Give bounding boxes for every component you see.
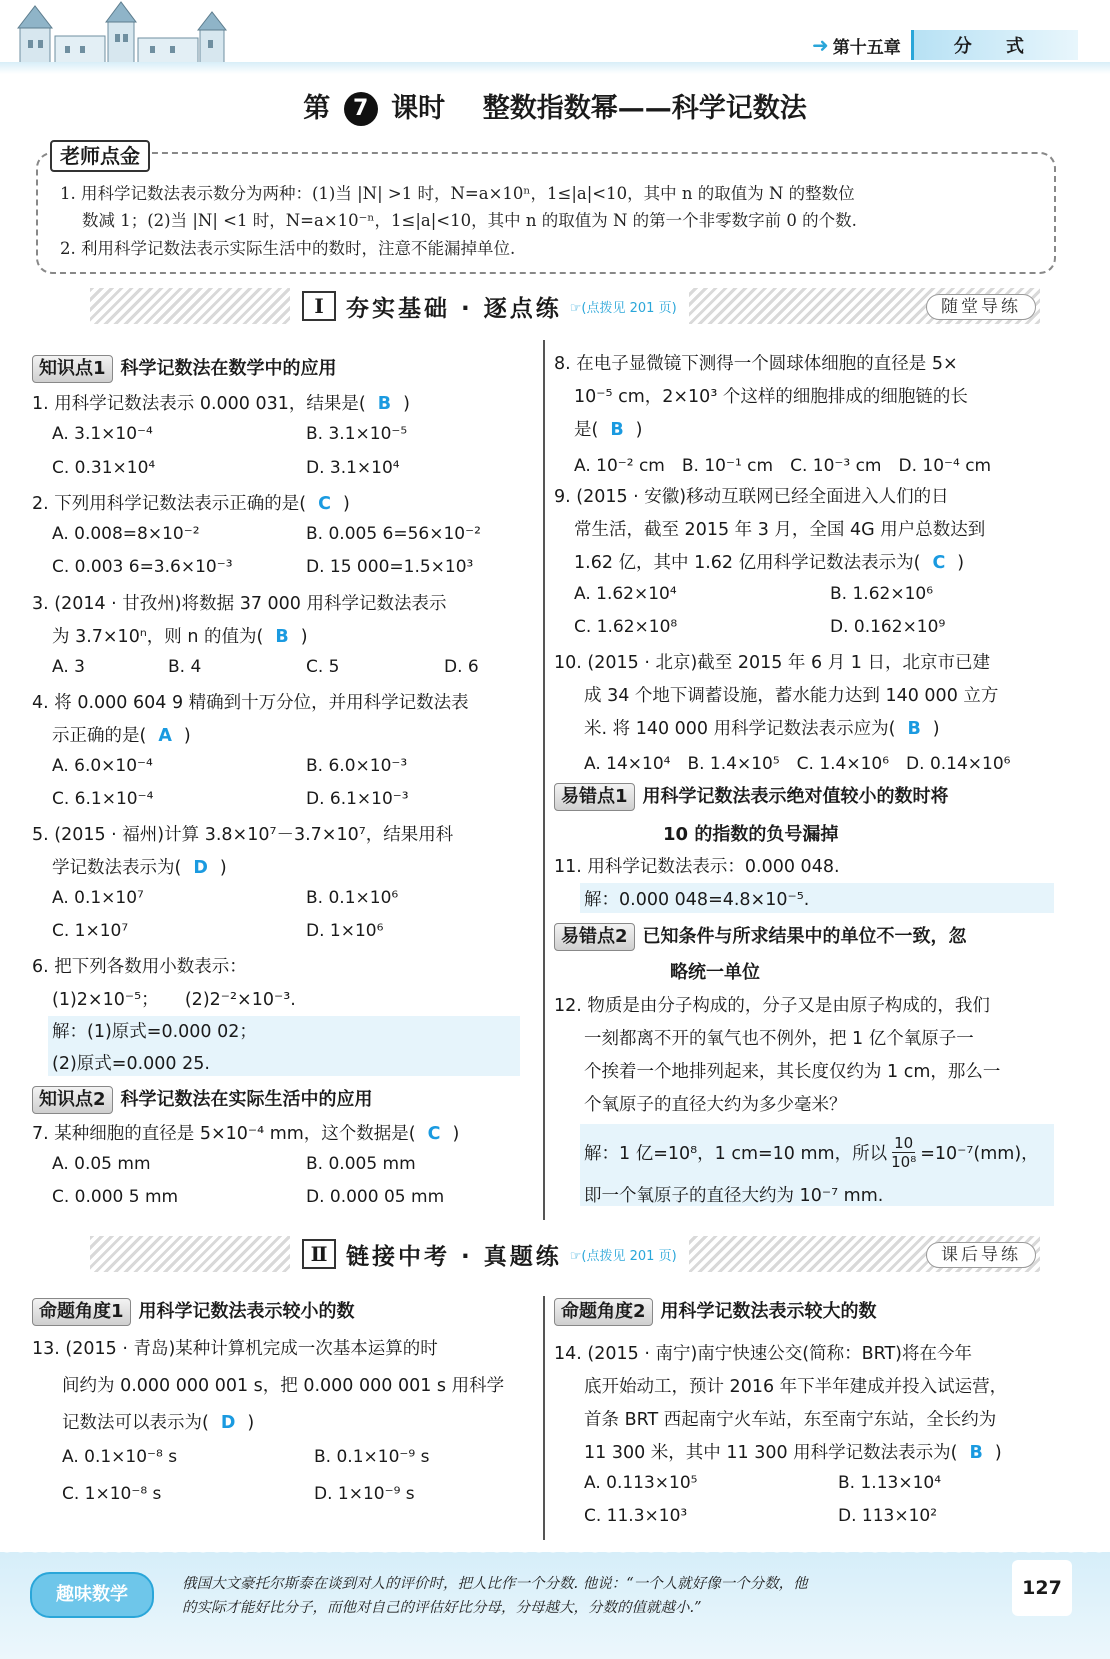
column-divider-2: [543, 1296, 545, 1540]
err2-title-1: 已知条件与所求结果中的单位不一致，忽: [642, 926, 967, 947]
kp1-header: [32, 354, 337, 383]
column-divider-1: [543, 340, 545, 1220]
q13-stem-2: 间约为 0.000 000 001 s，把 0.000 000 001 s 用科学: [62, 1376, 505, 1396]
arrow-right-icon: ➜: [812, 33, 829, 57]
q11-stem: 11. 用科学记数法表示：0.000 048.: [554, 857, 840, 877]
section-2-ref: ☞(点拨见 201 页): [569, 1248, 677, 1264]
q12-solution-a: 解：1 亿=10⁸，1 cm=10 mm，所以: [584, 1144, 888, 1164]
q8-stem-3-text: 是(: [574, 420, 599, 440]
q4-stem-2-text: 示正确的是(: [52, 726, 147, 746]
q13-stem-1: 13. (2015 · 青岛)某种计算机完成一次基本运算的时: [32, 1339, 438, 1359]
kp2-title: 科学记数法在实际生活中的应用: [120, 1089, 373, 1110]
q2-answer: C: [318, 494, 331, 514]
q7-option-c: C. 0.000 5 mm: [52, 1187, 179, 1207]
q5-stem-2: [52, 854, 227, 879]
q5-option-a: A. 0.1×10⁷: [52, 888, 144, 908]
q14-stem-1: 14. (2015 · 南宁)南宁快速公交(简称：BRT)将在今年: [554, 1344, 973, 1364]
q13-answer: D: [220, 1413, 236, 1433]
q1-answer: B: [377, 394, 392, 414]
lesson-title: [0, 86, 1110, 126]
q12-solution-1: [584, 1134, 1039, 1171]
q14-option-b: B. 1.13×10⁴: [838, 1473, 942, 1493]
q4-option-c: C. 6.1×10⁻⁴: [52, 789, 154, 809]
q2-option-d: D. 15 000=1.5×10³: [306, 557, 474, 577]
q14-option-d: D. 113×10²: [838, 1506, 938, 1526]
q7-option-d: D. 0.000 05 mm: [306, 1187, 445, 1207]
angle2-tag: 命题角度2: [554, 1298, 653, 1326]
footer-logo: 趣味数学: [30, 1572, 154, 1618]
q2-close: ): [342, 494, 350, 514]
q1-stem: [32, 390, 410, 415]
q5-option-c: C. 1×10⁷: [52, 921, 129, 941]
q4-answer: A: [158, 726, 172, 746]
q1-stem-text: 1. 用科学记数法表示 0.000 031，结果是(: [32, 394, 366, 414]
q5-stem-2-text: 学记数法表示为(: [52, 858, 182, 878]
q10-stem-3: [584, 715, 940, 740]
q1-option-d: D. 3.1×10⁴: [306, 458, 400, 478]
q12-stem-3: 个挨着一个地排列起来，其长度仅约为 1 cm，那么一: [584, 1062, 1001, 1082]
err1-tag: 易错点1: [554, 783, 635, 811]
q2-option-c: C. 0.003 6=3.6×10⁻³: [52, 557, 233, 577]
q4-option-a: A. 6.0×10⁻⁴: [52, 756, 153, 776]
q9-stem-1: 9. (2015 · 安徽)移动互联网已经全面进入人们的日: [554, 487, 949, 507]
footer-quote-line-2: 的实际才能好比分子，而他对自己的评估好比分母，分母越大，分数的值就越小.”: [182, 1600, 702, 1616]
err1-title-1: 用科学记数法表示绝对值较小的数时将: [642, 786, 949, 807]
q8-stem-3: [574, 416, 643, 441]
q10-stem-3-text: 米. 将 140 000 用科学记数法表示应为(: [584, 719, 896, 739]
q8-options: A. 10⁻² cm B. 10⁻¹ cm C. 10⁻³ cm D. 10⁻⁴ cm: [574, 456, 992, 476]
q3-option-d: D. 6: [444, 657, 479, 677]
q14-option-c: C. 11.3×10³: [584, 1506, 688, 1526]
q7-option-a: A. 0.05 mm: [52, 1154, 151, 1174]
q9-stem-3-text: 1.62 亿，其中 1.62 亿用科学记数法表示为(: [574, 553, 921, 573]
q3-option-a: A. 3: [52, 657, 85, 677]
lesson-number: 7: [344, 92, 378, 126]
q6-solution-1: 解：(1)原式=0.000 02；: [52, 1022, 257, 1042]
q1-option-a: A. 3.1×10⁻⁴: [52, 424, 153, 444]
teacher-tip-label: 老师点金: [50, 140, 150, 172]
q14-stem-4: [584, 1439, 1002, 1464]
q9-close: ): [957, 553, 965, 573]
q6-stem: 6. 把下列各数用小数表示：: [32, 957, 247, 977]
q4-option-d: D. 6.1×10⁻³: [306, 789, 409, 809]
section-1-title: 夯实基础 · 逐点练: [346, 295, 562, 322]
kp1-tag: 知识点1: [32, 355, 113, 383]
q14-answer: B: [969, 1443, 983, 1463]
section-1-header: [290, 288, 689, 324]
section-2-roman: Ⅱ: [302, 1239, 336, 1269]
q7-answer: C: [427, 1124, 441, 1144]
section-1-tag: 随堂导练: [926, 294, 1036, 320]
q5-close: ): [219, 858, 227, 878]
q14-stem-4-text: 11 300 米，其中 11 300 用科学记数法表示为(: [584, 1443, 958, 1463]
q6-parts: (1)2×10⁻⁵； (2)2⁻²×10⁻³.: [52, 990, 296, 1010]
err2-tag: 易错点2: [554, 923, 635, 951]
err1-header: [554, 782, 949, 811]
kp1-title: 科学记数法在数学中的应用: [120, 358, 337, 379]
q5-option-b: B. 0.1×10⁶: [306, 888, 399, 908]
q4-stem-2: [52, 722, 191, 747]
angle2-header: [554, 1297, 877, 1326]
q7-stem-text: 7. 某种细胞的直径是 5×10⁻⁴ mm，这个数据是(: [32, 1124, 416, 1144]
err2-title-2: 略统一单位: [670, 962, 760, 983]
q3-stem-2: [52, 623, 308, 648]
kp2-tag: 知识点2: [32, 1086, 113, 1114]
q1-option-c: C. 0.31×10⁴: [52, 458, 156, 478]
section-1-roman: Ⅰ: [302, 291, 336, 321]
q9-option-a: A. 1.62×10⁴: [574, 584, 677, 604]
q14-stem-3: 首条 BRT 西起南宁火车站，东至南宁东站，全长约为: [584, 1410, 997, 1430]
q11-solution: 解：0.000 048=4.8×10⁻⁵.: [584, 890, 810, 910]
footer-wave: [0, 1546, 1110, 1560]
q12-fraction-denominator: 10⁸: [891, 1153, 917, 1171]
tip-line-1: 1. 用科学记数法表示数分为两种：(1)当 |N| >1 时，N=a×10ⁿ，1≤|a|<10，其中 n 的取值为 N 的整数位: [60, 184, 855, 203]
q8-stem-1: 8. 在电子显微镜下测得一个圆球体细胞的直径是 5×: [554, 354, 958, 374]
q12-solution-2: 即一个氧原子的直径大约为 10⁻⁷ mm.: [584, 1186, 884, 1206]
q2-option-b: B. 0.005 6=56×10⁻²: [306, 524, 481, 544]
q9-stem-3: [574, 549, 964, 574]
q10-answer: B: [907, 719, 921, 739]
section-2-header: [290, 1236, 689, 1272]
chapter-label: 第十五章: [832, 37, 901, 58]
q2-stem: [32, 490, 350, 515]
section-1-ref: ☞(点拨见 201 页): [569, 300, 677, 316]
q13-option-d: D. 1×10⁻⁹ s: [314, 1484, 415, 1504]
q5-option-d: D. 1×10⁶: [306, 921, 384, 941]
q4-option-b: B. 6.0×10⁻³: [306, 756, 408, 776]
q2-option-a: A. 0.008=8×10⁻²: [52, 524, 200, 544]
header-band: [0, 62, 1110, 74]
q3-answer: B: [275, 627, 289, 647]
q7-option-b: B. 0.005 mm: [306, 1154, 416, 1174]
q6-solution-2: (2)原式=0.000 25.: [52, 1054, 210, 1074]
q3-close: ): [300, 627, 308, 647]
q12-stem-1: 12. 物质是由分子构成的，分子又是由原子构成的，我们: [554, 996, 990, 1016]
q13-close: ): [247, 1413, 255, 1433]
q1-close: ): [403, 394, 410, 414]
q13-option-a: A. 0.1×10⁻⁸ s: [62, 1447, 178, 1467]
tip-line-2: 数减 1；(2)当 |N| <1 时，N=a×10⁻ⁿ，1≤|a|<10，其中 n 的取值为 N 的第一个非零数字前 0 的个数.: [82, 211, 857, 230]
q14-stem-2: 底开始动工，预计 2016 年下半年建成并投入试运营，: [584, 1377, 1008, 1397]
section-2-title: 链接中考 · 真题练: [346, 1243, 562, 1270]
chapter-topic: 分 式: [911, 30, 1078, 60]
q9-stem-2: 常生活，截至 2015 年 3 月，全国 4G 用户总数达到: [574, 520, 986, 540]
q12-stem-2: 一刻都离不开的氧气也不例外，把 1 亿个氧原子一: [584, 1029, 974, 1049]
page-number: 127: [1012, 1560, 1072, 1616]
err2-header: [554, 922, 967, 951]
q9-option-d: D. 0.162×10⁹: [830, 617, 946, 637]
q9-answer: C: [932, 553, 946, 573]
q3-option-c: C. 5: [306, 657, 340, 677]
q12-stem-4: 个氧原子的直径大约为多少毫米？: [584, 1095, 847, 1115]
q4-close: ): [183, 726, 191, 746]
q9-option-c: C. 1.62×10⁸: [574, 617, 678, 637]
q5-stem-1: 5. (2015 · 福州)计算 3.8×10⁷－3.7×10⁷，结果用科: [32, 825, 454, 845]
q7-stem: [32, 1120, 459, 1145]
q3-option-b: B. 4: [168, 657, 202, 677]
angle2-title: 用科学记数法表示较大的数: [660, 1301, 877, 1322]
lesson-prefix: 第: [303, 93, 331, 124]
section-2-tag: 课后导练: [926, 1242, 1036, 1268]
q3-stem-1: 3. (2014 · 甘孜州)将数据 37 000 用科学记数法表示: [32, 594, 447, 614]
q13-stem-3: [62, 1409, 254, 1434]
chapter-tab: [812, 30, 1078, 60]
q8-answer: B: [610, 420, 624, 440]
q13-option-c: C. 1×10⁻⁸ s: [62, 1484, 162, 1504]
q10-stem-1: 10. (2015 · 北京)截至 2015 年 6 月 1 日，北京市已建: [554, 653, 990, 673]
q10-options: A. 14×10⁴ B. 1.4×10⁵ C. 1.4×10⁶ D. 0.14×10⁶: [584, 754, 1011, 774]
footer-quote: [182, 1572, 982, 1620]
q10-stem-2: 成 34 个地下调蓄设施，蓄水能力达到 140 000 立方: [584, 686, 999, 706]
q8-close: ): [635, 420, 643, 440]
q3-stem-2-text: 为 3.7×10ⁿ，则 n 的值为(: [52, 627, 264, 647]
q1-option-b: B. 3.1×10⁻⁵: [306, 424, 408, 444]
q10-close: ): [932, 719, 940, 739]
q5-answer: D: [193, 858, 208, 878]
q4-stem-1: 4. 将 0.000 604 9 精确到十万分位，并用科学记数法表: [32, 693, 469, 713]
q13-option-b: B. 0.1×10⁻⁹ s: [314, 1447, 430, 1467]
q14-close: ): [994, 1443, 1002, 1463]
lesson-suffix: 课时: [391, 93, 446, 124]
q12-solution-b: =10⁻⁷(mm)，: [920, 1144, 1039, 1164]
angle1-title: 用科学记数法表示较小的数: [138, 1301, 355, 1322]
err1-title-2: 10 的指数的负号漏掉: [663, 824, 839, 845]
angle1-header: [32, 1297, 355, 1326]
q8-stem-2: 10⁻⁵ cm，2×10³ 个这样的细胞排成的细胞链的长: [574, 387, 968, 407]
footer-quote-line-1: 俄国大文豪托尔斯泰在谈到对人的评价时，把人比作一个分数. 他说：“一个人就好像一个分数，他: [182, 1576, 808, 1592]
q7-close: ): [452, 1124, 460, 1144]
lesson-topic: 整数指数幂——科学记数法: [482, 93, 807, 124]
tip-line-3: 2. 利用科学记数法表示实际生活中的数时，注意不能漏掉单位.: [60, 239, 516, 258]
q9-option-b: B. 1.62×10⁶: [830, 584, 934, 604]
q13-stem-3-text: 记数法可以表示为(: [62, 1413, 209, 1433]
q2-stem-text: 2. 下列用科学记数法表示正确的是(: [32, 494, 307, 514]
q12-fraction: [891, 1134, 916, 1171]
angle1-tag: 命题角度1: [32, 1298, 131, 1326]
q14-option-a: A. 0.113×10⁵: [584, 1473, 698, 1493]
kp2-header: [32, 1085, 373, 1114]
q12-fraction-numerator: 10: [894, 1134, 914, 1152]
